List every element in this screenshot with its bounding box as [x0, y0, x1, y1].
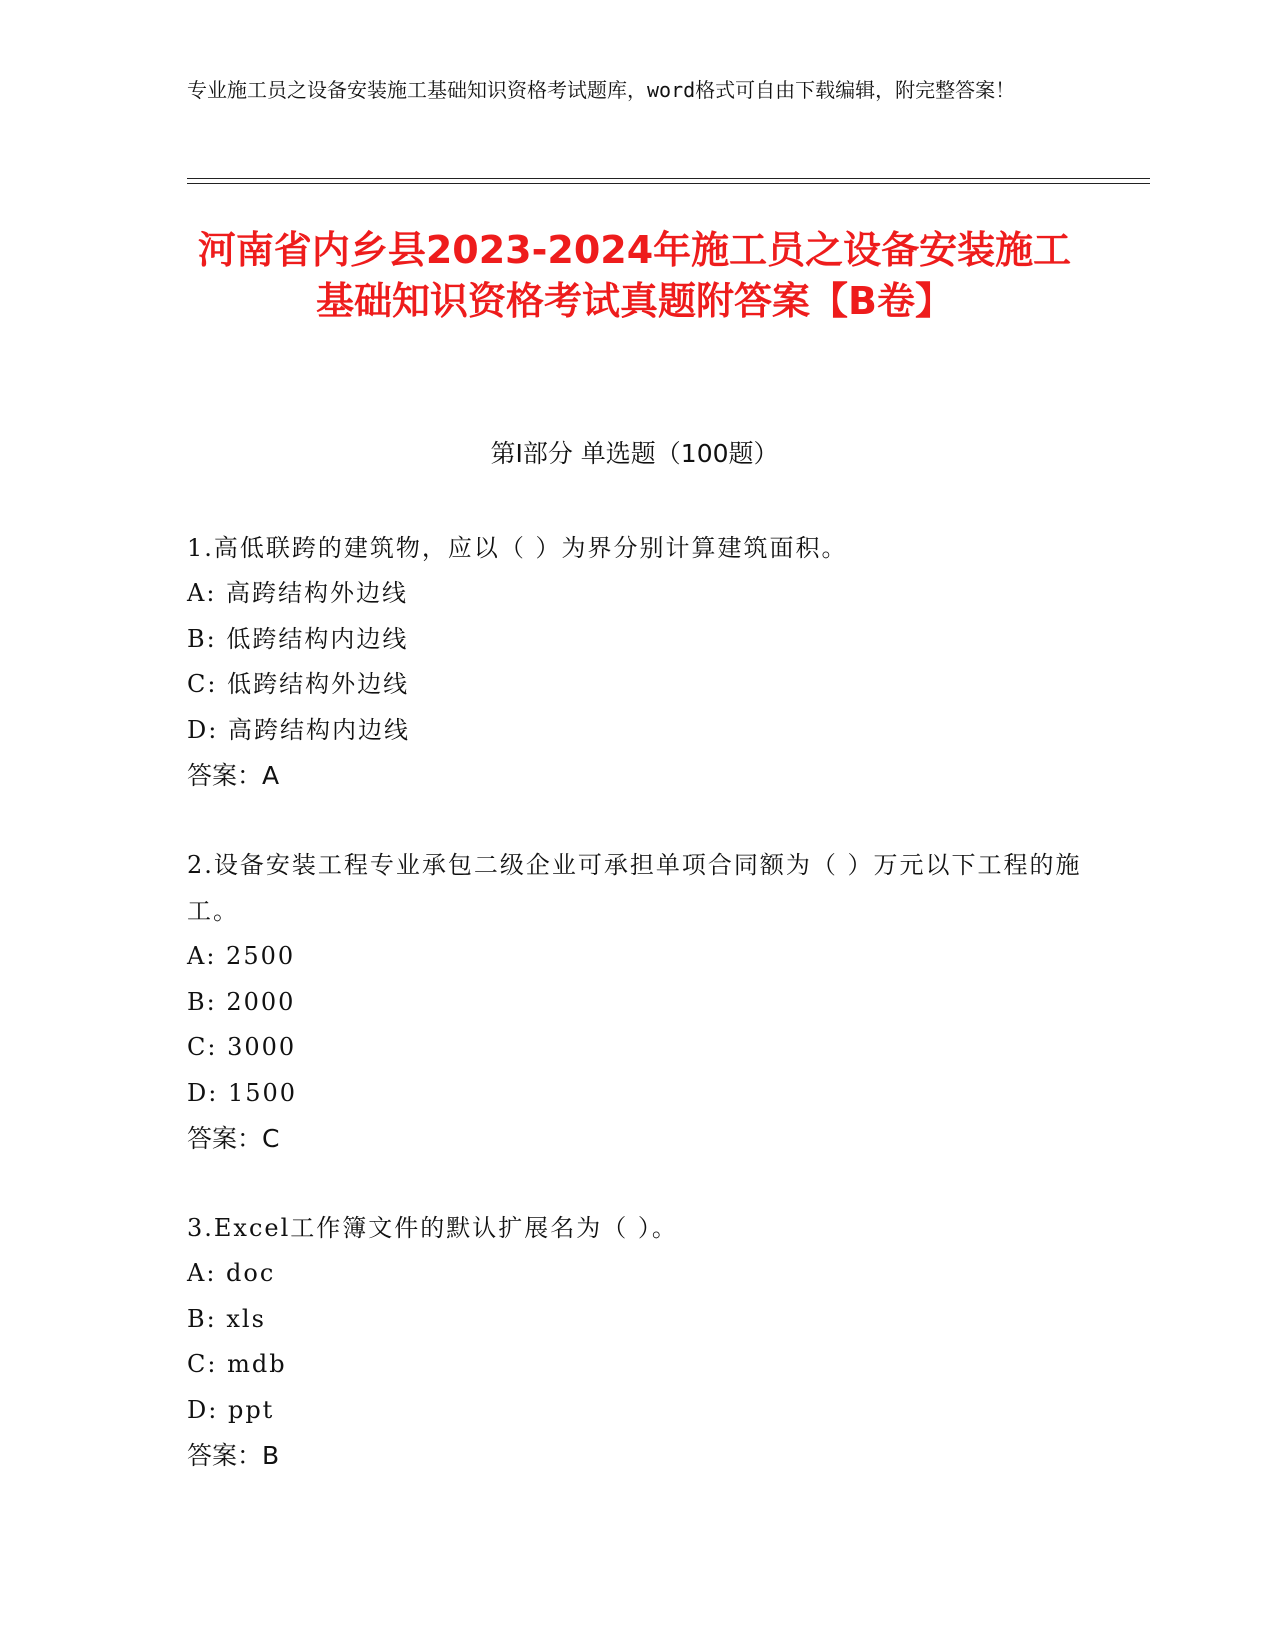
option-c: C: 低跨结构外边线 — [187, 670, 410, 698]
option-b: B: xls — [187, 1304, 266, 1333]
question-1 — [187, 525, 1087, 799]
option-c: C: 3000 — [187, 1033, 297, 1061]
option-b: B: 低跨结构内边线 — [187, 624, 409, 653]
option-a: A: 高跨结构外边线 — [187, 579, 409, 607]
document-title: 河南省内乡县2023-2024年施工员之设备安装施工基础知识资格考试真题附答案【B卷】 — [197, 228, 1072, 323]
option-a: A: doc — [187, 1259, 276, 1287]
option-b: B: 2000 — [187, 987, 296, 1016]
question-3 — [187, 1205, 1087, 1479]
option-a: A: 2500 — [187, 942, 296, 970]
answer-line: 答案：C — [187, 1124, 280, 1153]
option-c: C: mdb — [187, 1350, 287, 1378]
option-d: D: 高跨结构内边线 — [187, 715, 410, 744]
question-stem: 2.设备安装工程专业承包二级企业可承担单项合同额为（ ）万元以下工程的施工。 — [187, 851, 1082, 925]
header-divider-bottom — [187, 183, 1150, 184]
question-2 — [187, 842, 1087, 1162]
option-d: D: 1500 — [187, 1078, 298, 1107]
answer-line: 答案：B — [187, 1441, 280, 1470]
header-note: 专业施工员之设备安装施工基础知识资格考试题库，word格式可自由下载编辑，附完整答案！ — [187, 78, 1016, 102]
answer-line: 答案：A — [187, 761, 280, 790]
header-divider-top — [187, 178, 1150, 179]
question-stem: 3.Excel工作簿文件的默认扩展名为（ ）。 — [187, 1214, 678, 1242]
section-title: 第I部分 单选题（100题） — [490, 439, 779, 468]
question-stem: 1.高低联跨的建筑物，应以（ ）为界分别计算建筑面积。 — [187, 534, 848, 562]
option-d: D: ppt — [187, 1395, 275, 1424]
